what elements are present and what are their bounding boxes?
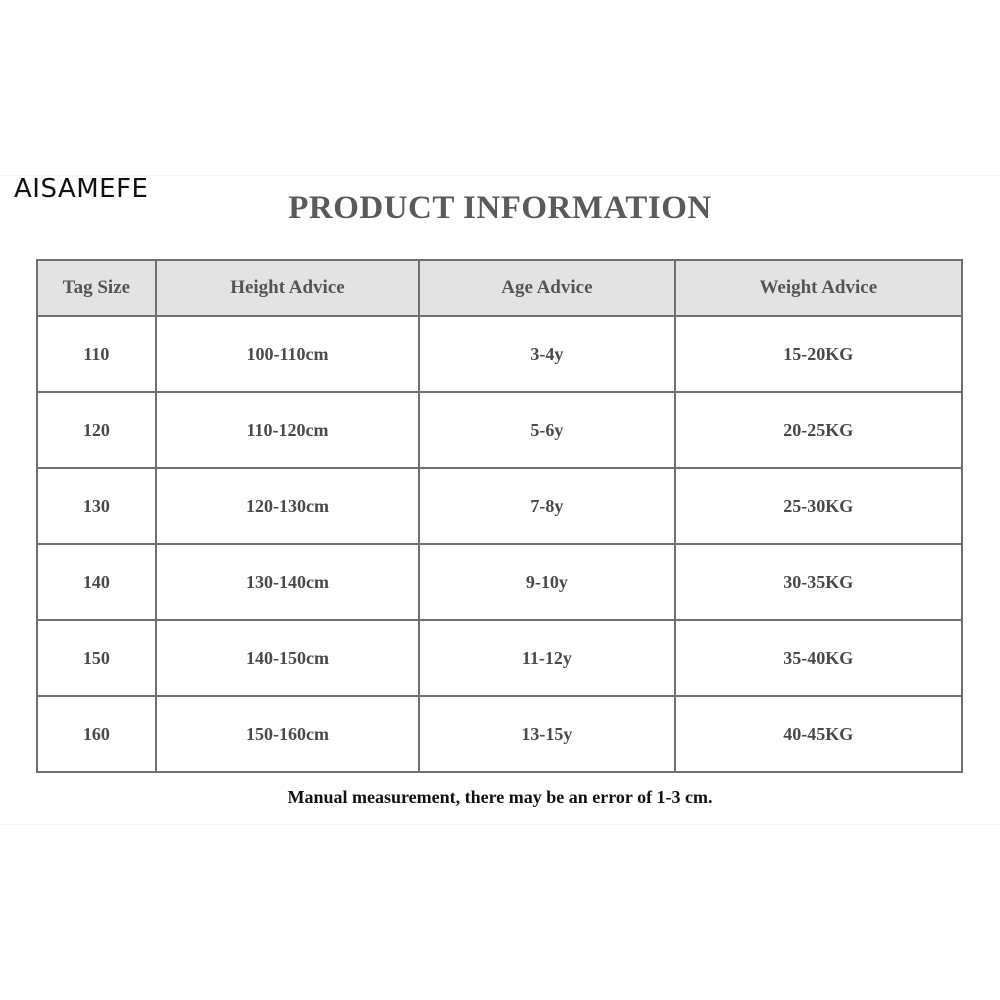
table-row <box>37 696 962 772</box>
cell-weight-advice: 20-25KG <box>675 392 962 468</box>
cell-height-advice: 130-140cm <box>156 544 419 620</box>
cell-weight-advice: 35-40KG <box>675 620 962 696</box>
table-row <box>37 620 962 696</box>
cell-height-advice: 120-130cm <box>156 468 419 544</box>
page-title: PRODUCT INFORMATION <box>288 190 712 226</box>
cell-tag-size: 160 <box>37 696 156 772</box>
cell-age-advice: 13-15y <box>419 696 674 772</box>
cell-weight-advice: 40-45KG <box>675 696 962 772</box>
cell-age-advice: 7-8y <box>419 468 674 544</box>
table-row <box>37 544 962 620</box>
cell-tag-size: 130 <box>37 468 156 544</box>
measurement-note: Manual measurement, there may be an error of 1-3 cm. <box>287 787 713 807</box>
table-row <box>37 468 962 544</box>
cell-height-advice: 140-150cm <box>156 620 419 696</box>
cell-age-advice: 5-6y <box>419 392 674 468</box>
table-header-row <box>37 260 962 316</box>
cell-height-advice: 100-110cm <box>156 316 419 392</box>
cell-weight-advice: 30-35KG <box>675 544 962 620</box>
size-table <box>36 259 963 773</box>
cell-tag-size: 140 <box>37 544 156 620</box>
cell-tag-size: 120 <box>37 392 156 468</box>
cell-tag-size: 150 <box>37 620 156 696</box>
cell-age-advice: 3-4y <box>419 316 674 392</box>
brand-logo: AISAMEFE <box>14 174 149 204</box>
cell-height-advice: 150-160cm <box>156 696 419 772</box>
cell-height-advice: 110-120cm <box>156 392 419 468</box>
header-height-advice: Height Advice <box>156 260 419 316</box>
cell-weight-advice: 15-20KG <box>675 316 962 392</box>
cell-age-advice: 11-12y <box>419 620 674 696</box>
header-weight-advice: Weight Advice <box>675 260 962 316</box>
table-row <box>37 392 962 468</box>
cell-tag-size: 110 <box>37 316 156 392</box>
cell-weight-advice: 25-30KG <box>675 468 962 544</box>
header-tag-size: Tag Size <box>37 260 156 316</box>
cell-age-advice: 9-10y <box>419 544 674 620</box>
header-age-advice: Age Advice <box>419 260 674 316</box>
table-row <box>37 316 962 392</box>
